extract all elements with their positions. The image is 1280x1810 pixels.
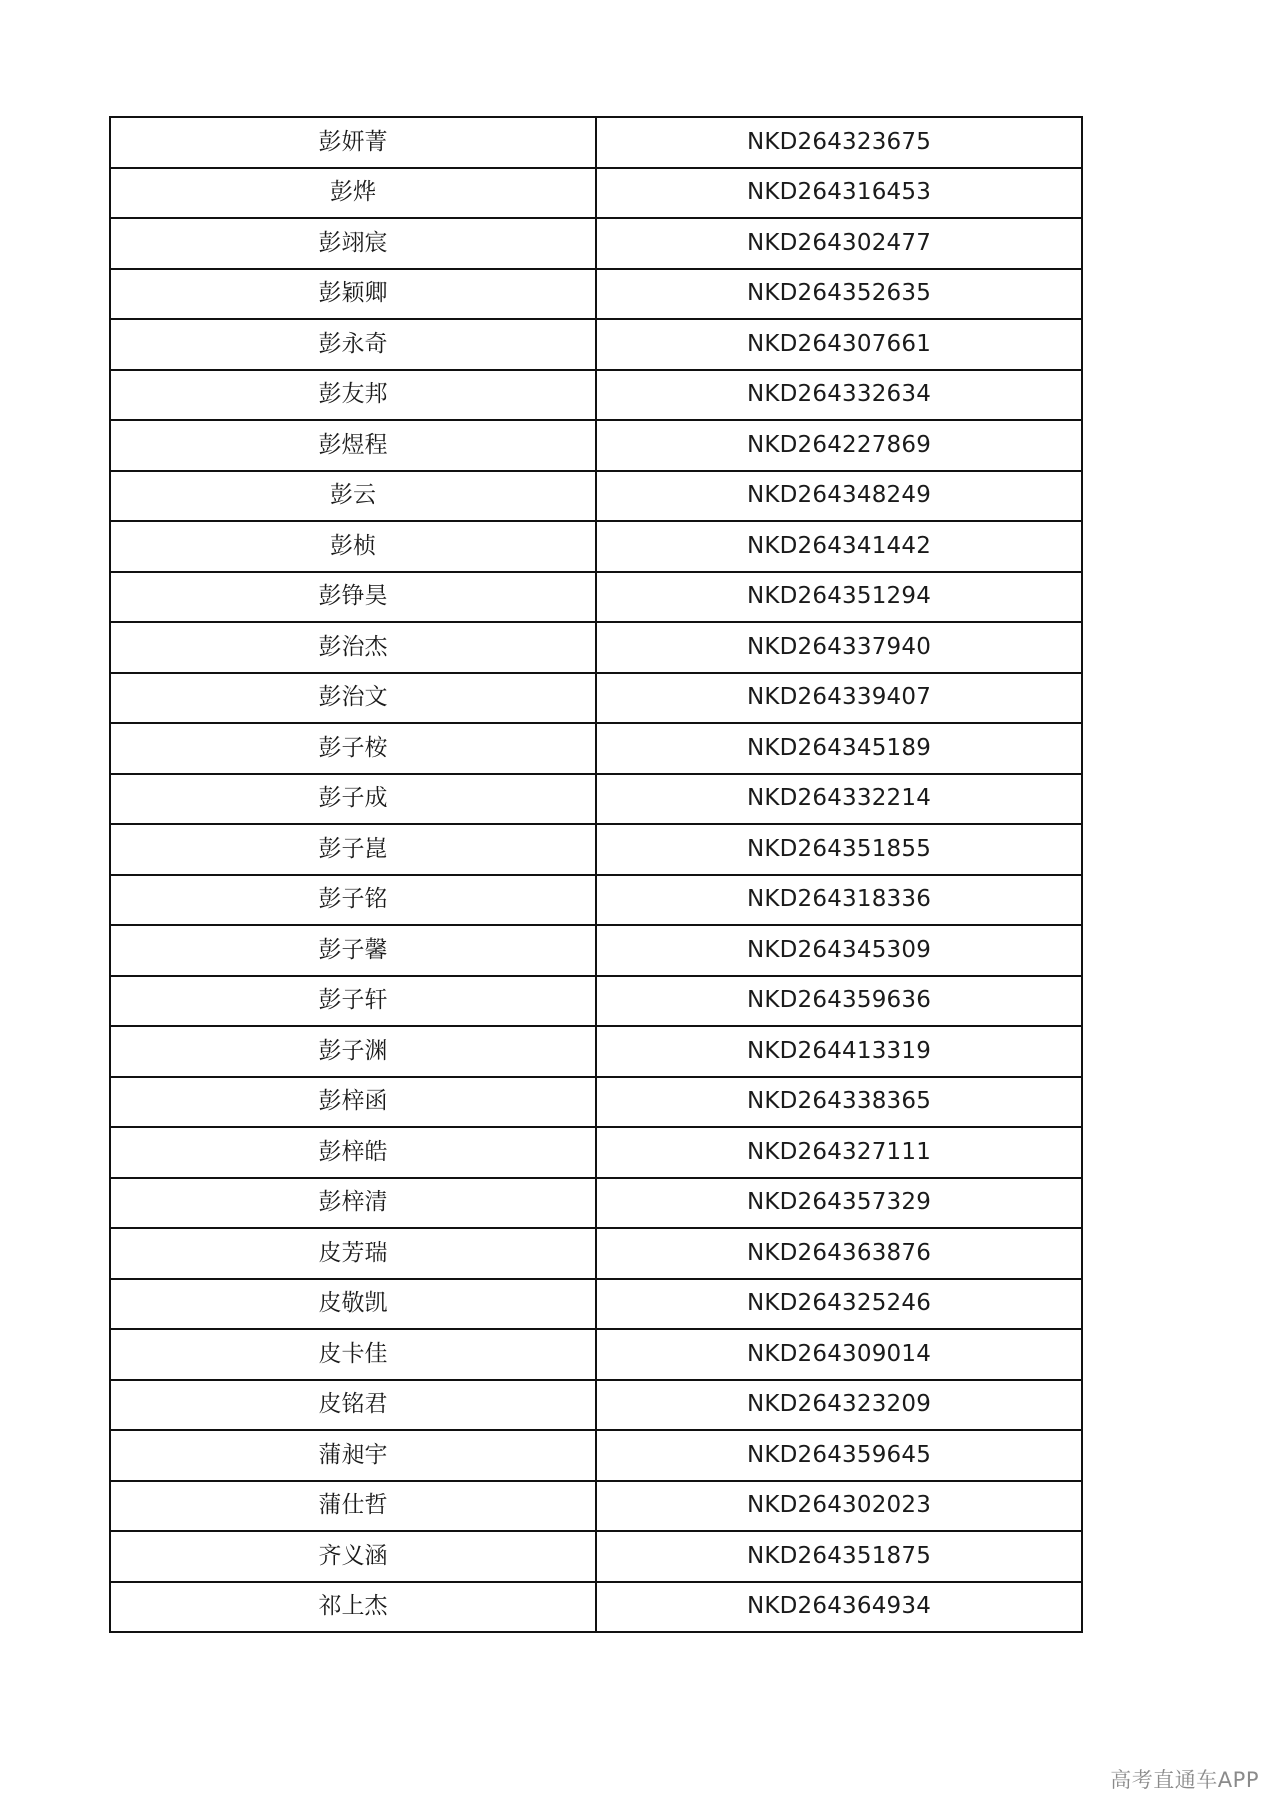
name-cell: 彭子桉	[110, 723, 596, 774]
id-cell: NKD264323209	[596, 1380, 1082, 1431]
name-cell: 彭子轩	[110, 976, 596, 1027]
name-cell: 彭子崑	[110, 824, 596, 875]
name-cell: 彭妍菁	[110, 117, 596, 168]
name-cell: 皮芳瑞	[110, 1228, 596, 1279]
name-cell: 彭治文	[110, 673, 596, 724]
table-row	[110, 521, 1082, 572]
name-cell: 彭桢	[110, 521, 596, 572]
table-row	[110, 673, 1082, 724]
name-cell: 彭友邦	[110, 370, 596, 421]
table-row	[110, 420, 1082, 471]
table-row	[110, 370, 1082, 421]
table-row	[110, 471, 1082, 522]
name-cell: 彭子渊	[110, 1026, 596, 1077]
table-row	[110, 976, 1082, 1027]
table-row	[110, 1380, 1082, 1431]
id-cell: NKD264351294	[596, 572, 1082, 623]
name-cell: 彭治杰	[110, 622, 596, 673]
id-cell: NKD264323675	[596, 117, 1082, 168]
name-cell: 彭云	[110, 471, 596, 522]
roster-table	[109, 116, 1083, 1633]
name-cell: 彭梓清	[110, 1178, 596, 1229]
watermark-text: 高考直通车APP	[1110, 1768, 1259, 1792]
id-cell: NKD264345189	[596, 723, 1082, 774]
table-row	[110, 622, 1082, 673]
table-row	[110, 1228, 1082, 1279]
name-cell: 彭翊宸	[110, 218, 596, 269]
table-row	[110, 824, 1082, 875]
table-row	[110, 1430, 1082, 1481]
table-row	[110, 319, 1082, 370]
id-cell: NKD264316453	[596, 168, 1082, 219]
name-cell: 彭铮昊	[110, 572, 596, 623]
name-cell: 祁上杰	[110, 1582, 596, 1633]
table-row	[110, 117, 1082, 168]
id-cell: NKD264413319	[596, 1026, 1082, 1077]
table-row	[110, 1531, 1082, 1582]
id-cell: NKD264325246	[596, 1279, 1082, 1330]
name-cell: 彭颖卿	[110, 269, 596, 320]
table-row	[110, 875, 1082, 926]
table-row	[110, 1077, 1082, 1128]
id-cell: NKD264227869	[596, 420, 1082, 471]
name-cell: 皮卡佳	[110, 1329, 596, 1380]
id-cell: NKD264339407	[596, 673, 1082, 724]
name-cell: 彭烨	[110, 168, 596, 219]
table-row	[110, 1329, 1082, 1380]
name-cell: 彭梓函	[110, 1077, 596, 1128]
table-row	[110, 1026, 1082, 1077]
table-row	[110, 1178, 1082, 1229]
name-cell: 彭永奇	[110, 319, 596, 370]
id-cell: NKD264302477	[596, 218, 1082, 269]
table-row	[110, 774, 1082, 825]
name-cell: 彭子成	[110, 774, 596, 825]
table-row	[110, 168, 1082, 219]
name-cell: 皮敬凯	[110, 1279, 596, 1330]
table-row	[110, 269, 1082, 320]
name-cell: 彭子铭	[110, 875, 596, 926]
table-row	[110, 723, 1082, 774]
id-cell: NKD264307661	[596, 319, 1082, 370]
name-cell: 彭子馨	[110, 925, 596, 976]
table-row	[110, 572, 1082, 623]
name-cell: 蒲仕哲	[110, 1481, 596, 1532]
id-cell: NKD264345309	[596, 925, 1082, 976]
table-row	[110, 925, 1082, 976]
id-cell: NKD264364934	[596, 1582, 1082, 1633]
id-cell: NKD264337940	[596, 622, 1082, 673]
id-cell: NKD264348249	[596, 471, 1082, 522]
id-cell: NKD264359636	[596, 976, 1082, 1027]
table-row	[110, 218, 1082, 269]
name-cell: 彭煜程	[110, 420, 596, 471]
id-cell: NKD264338365	[596, 1077, 1082, 1128]
id-cell: NKD264327111	[596, 1127, 1082, 1178]
id-cell: NKD264332634	[596, 370, 1082, 421]
table-row	[110, 1279, 1082, 1330]
name-cell: 蒲昶宇	[110, 1430, 596, 1481]
table-row	[110, 1582, 1082, 1633]
id-cell: NKD264318336	[596, 875, 1082, 926]
table-row	[110, 1481, 1082, 1532]
id-cell: NKD264341442	[596, 521, 1082, 572]
id-cell: NKD264351875	[596, 1531, 1082, 1582]
id-cell: NKD264351855	[596, 824, 1082, 875]
roster-table-body	[110, 117, 1082, 1632]
id-cell: NKD264352635	[596, 269, 1082, 320]
name-cell: 齐义涵	[110, 1531, 596, 1582]
name-cell: 皮铭君	[110, 1380, 596, 1431]
id-cell: NKD264309014	[596, 1329, 1082, 1380]
table-row	[110, 1127, 1082, 1178]
id-cell: NKD264363876	[596, 1228, 1082, 1279]
id-cell: NKD264332214	[596, 774, 1082, 825]
id-cell: NKD264359645	[596, 1430, 1082, 1481]
name-cell: 彭梓皓	[110, 1127, 596, 1178]
id-cell: NKD264357329	[596, 1178, 1082, 1229]
id-cell: NKD264302023	[596, 1481, 1082, 1532]
